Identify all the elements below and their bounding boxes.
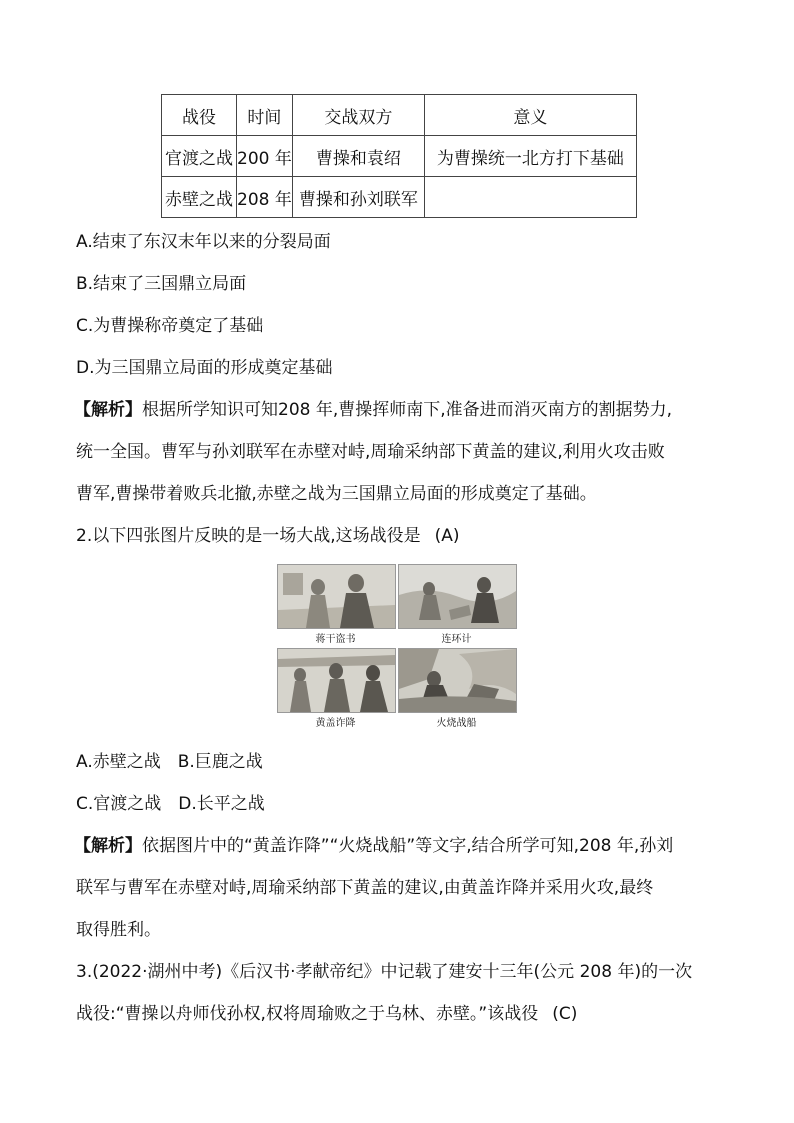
- q3-stem-line: 3.(2022·湖州中考)《后汉书·孝献帝纪》中记载了建安十三年(公元 208 年)的一次: [76, 962, 693, 982]
- table-cell: 赤壁之战: [162, 177, 237, 218]
- q1-analysis-line: 【解析】根据所学知识可知208 年,曹操挥师南下,准备进而消灭南方的割据势力,: [74, 400, 673, 420]
- header-cell: 交战双方: [292, 95, 424, 136]
- illustration-jiang-gan: [277, 564, 396, 629]
- q1-option-a: A.结束了东汉末年以来的分裂局面: [76, 232, 331, 252]
- q3-answer: (C): [552, 1004, 578, 1024]
- table-cell: 官渡之战: [162, 136, 237, 177]
- analysis-tag: 【解析】: [74, 400, 142, 420]
- q1-option-d: D.为三国鼎立局面的形成奠定基础: [76, 358, 333, 378]
- illustration-fire-ships: [398, 648, 517, 713]
- table-cell: 200 年: [237, 136, 293, 177]
- table-row: [162, 136, 637, 177]
- illustration-huang-gai: [277, 648, 396, 713]
- q2-options-line: A.赤壁之战 B.巨鹿之战: [76, 752, 263, 772]
- q2-options-line: C.官渡之战 D.长平之战: [76, 794, 265, 814]
- q2-analysis-line: 【解析】依据图片中的“黄盖诈降”“火烧战船”等文字,结合所学可知,208 年,孙刘: [74, 836, 674, 856]
- table-cell: [424, 177, 636, 218]
- caption-2: 连环计: [441, 634, 472, 645]
- table-cell: 曹操和孙刘联军: [292, 177, 424, 218]
- q3-stem-line: 战役:“曹操以舟师伐孙权,权将周瑜败之于乌林、赤壁。”该战役 (C): [76, 1004, 578, 1024]
- q1-option-c: C.为曹操称帝奠定了基础: [76, 316, 264, 336]
- illustration-lian-huan: [398, 564, 517, 629]
- table-row: [162, 177, 637, 218]
- analysis-tag: 【解析】: [74, 836, 142, 856]
- table-cell: 为曹操统一北方打下基础: [424, 136, 636, 177]
- caption-3: 黄盖诈降: [315, 718, 356, 729]
- q2-analysis-line: 取得胜利。: [76, 920, 161, 940]
- table-header-row: [162, 95, 637, 136]
- q2-illustration-figure: [277, 564, 515, 729]
- q2-stem: 2.以下四张图片反映的是一场大战,这场战役是 (A): [76, 526, 460, 546]
- q1-analysis-line: 曹军,曹操带着败兵北撤,赤壁之战为三国鼎立局面的形成奠定了基础。: [76, 484, 597, 504]
- caption-1: 蒋干盗书: [315, 634, 356, 645]
- q2-answer: (A): [434, 526, 460, 546]
- table-cell: 曹操和袁绍: [292, 136, 424, 177]
- header-cell: 战役: [162, 95, 237, 136]
- q1-option-b: B.结束了三国鼎立局面: [76, 274, 247, 294]
- q2-analysis-line: 联军与曹军在赤壁对峙,周瑜采纳部下黄盖的建议,由黄盖诈降并采用火攻,最终: [76, 878, 654, 898]
- header-cell: 意义: [424, 95, 636, 136]
- q1-analysis-line: 统一全国。曹军与孙刘联军在赤壁对峙,周瑜采纳部下黄盖的建议,利用火攻击败: [76, 442, 665, 462]
- caption-4: 火烧战船: [436, 718, 477, 729]
- header-cell: 时间: [237, 95, 293, 136]
- battles-table: [161, 94, 637, 218]
- table-cell: 208 年: [237, 177, 293, 218]
